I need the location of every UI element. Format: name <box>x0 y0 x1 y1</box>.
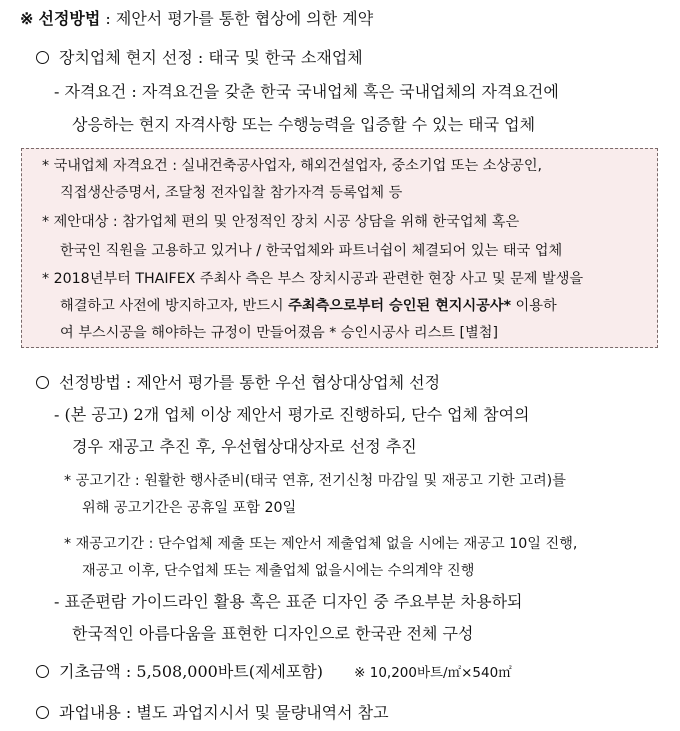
bullet-item-selection-method <box>36 370 440 393</box>
sub-item-announcement: - (본 공고) 2개 업체 이상 제안서 평가로 진행하되, 단수 업체 참여의 <box>54 405 530 424</box>
sub-item-design-guide: - 표준편람 가이드라인 활용 혹은 표준 디자인 중 주요부분 차용하되 <box>54 592 523 611</box>
bullet-text: 기초금액 : 5,508,000바트(제세포함) <box>59 662 324 681</box>
bullet-item-vendor-selection <box>36 45 363 68</box>
notice-line: 여 부스시공을 해야하는 규정이 만들어졌음 * 승인시공사 리스트 [별첨] <box>60 325 498 341</box>
circle-bullet-icon <box>36 706 49 719</box>
bullet-text: 선정방법 : 제안서 평가를 통한 우선 협상대상업체 선정 <box>59 373 441 392</box>
reference-mark: ※ <box>20 9 34 28</box>
bullet-text: 장치업체 현지 선정 : 태국 및 한국 소재업체 <box>59 48 363 67</box>
bullet-item-scope <box>36 700 389 723</box>
note-line: 재공고 이후, 단수업체 또는 제출업체 없을시에는 수의계약 진행 <box>82 563 475 579</box>
note-line: * 공고기간 : 원활한 행사준비(태국 연휴, 전기신청 마감일 및 재공고 기한 고려)를 <box>64 473 566 489</box>
header-title: 선정방법 <box>38 9 101 28</box>
notice-line: * 2018년부터 THAIFEX 주최사 측은 부스 장치시공과 관련한 현장 사고 및 문제 발생을 <box>42 271 584 287</box>
notice-emphasis: 주최측으로부터 승인된 현지시공사* <box>288 298 512 314</box>
sub-item-design-guide-cont: 한국적인 아름다움을 표현한 디자인으로 한국관 전체 구성 <box>72 624 474 643</box>
price-note: ※ 10,200바트/㎡×540㎡ <box>354 665 512 681</box>
sub-item-qualification-cont: 상응하는 현지 자격사항 또는 수행능력을 입증할 수 있는 태국 업체 <box>72 115 536 134</box>
bullet-item-base-price <box>36 659 512 682</box>
notice-line: * 국내업체 자격요건 : 실내건축공사업자, 해외건설업자, 중소기업 또는 소상공인, <box>42 158 543 174</box>
sub-item-announcement-cont: 경우 재공고 추진 후, 우선협상대상자로 선정 추진 <box>72 437 417 456</box>
bullet-text: 과업내용 : 별도 과업지시서 및 물량내역서 참고 <box>59 703 389 722</box>
notice-line: 한국인 직원을 고용하고 있거나 / 한국업체와 파트너쉽이 체결되어 있는 태국 업체 <box>60 243 563 259</box>
notice-line: * 제안대상 : 참가업체 편의 및 안정적인 장치 시공 상담을 위해 한국업체 혹은 <box>42 214 520 230</box>
header-separator: : <box>100 9 116 28</box>
notice-line: 직접생산증명서, 조달청 전자입찰 참가자격 등록업체 등 <box>60 185 403 201</box>
notice-text: 이용하 <box>511 298 557 314</box>
notice-line <box>60 295 557 315</box>
circle-bullet-icon <box>36 665 49 678</box>
circle-bullet-icon <box>36 376 49 389</box>
circle-bullet-icon <box>36 51 49 64</box>
header-text: 제안서 평가를 통한 협상에 의한 계약 <box>115 9 374 28</box>
note-line: 위해 공고기간은 공휴일 포함 20일 <box>82 500 297 516</box>
section-header <box>20 6 373 29</box>
sub-item-qualification: - 자격요건 : 자격요건을 갖춘 한국 국내업체 혹은 국내업체의 자격요건에 <box>54 82 559 101</box>
notice-text: 해결하고 사전에 방지하고자, 반드시 <box>60 298 289 314</box>
note-line: * 재공고기간 : 단수업체 제출 또는 제안서 제출업체 없을 시에는 재공고 10일 진행, <box>64 536 578 552</box>
